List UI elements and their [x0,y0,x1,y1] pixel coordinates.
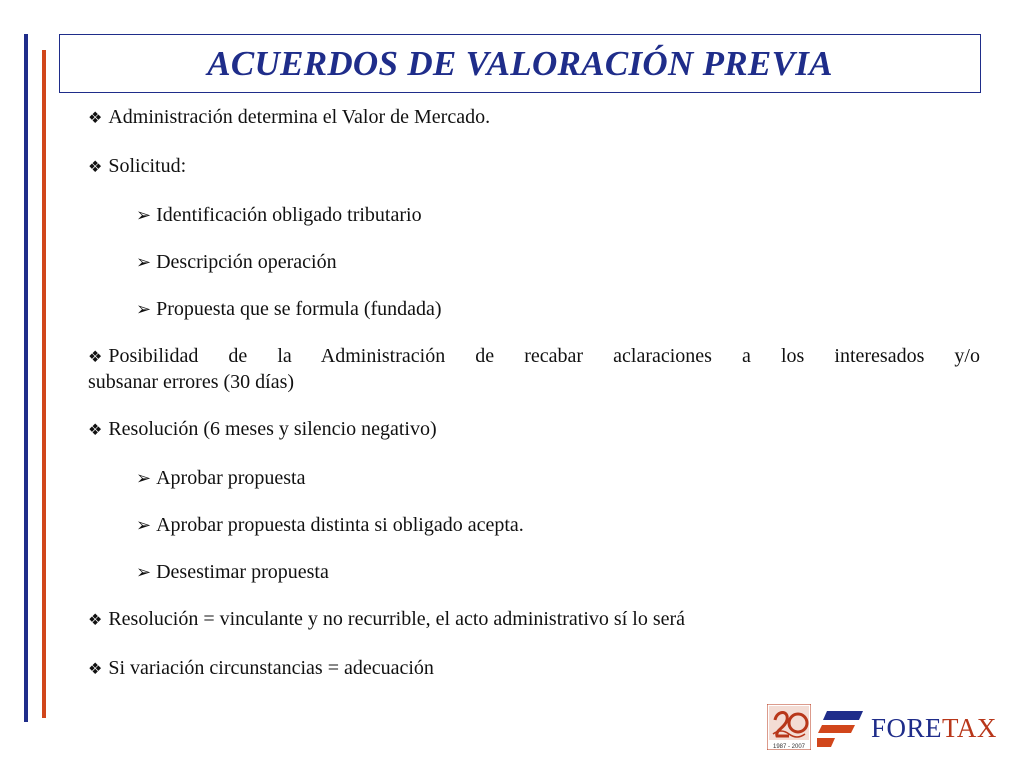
bullet-text-continuation: subsanar errores (30 días) [88,371,295,393]
bullet-text: Identificación obligado tributario [156,204,422,226]
arrow-bullet-icon: ➢ [136,515,152,535]
bullet-text: Descripción operación [156,251,337,273]
bullet-item [88,344,980,394]
bullet-item [88,656,980,682]
bullet-item [88,154,980,180]
bullet-item [88,607,980,633]
bullet-text: Posibilidad de la Administración de recabar aclaraciones a los interesados y/o [108,345,980,367]
bullet-text: Resolución (6 meses y silencio negativo) [108,418,437,440]
bullet-text: Resolución = vinculante y no recurrible, el acto administrativo sí lo será [108,608,686,630]
diamond-bullet-icon: ❖ [88,349,103,366]
sub-bullet-item [88,466,980,490]
diamond-bullet-icon: ❖ [88,159,103,176]
bullet-text: Solicitud: [108,155,187,177]
diamond-bullet-icon: ❖ [88,110,103,127]
sub-bullet-item [88,297,980,321]
slide-title: ACUERDOS DE VALORACIÓN PREVIA [207,43,833,83]
title-box [59,34,981,93]
bullet-text: Administración determina el Valor de Mercado. [108,106,491,128]
arrow-bullet-icon: ➢ [136,205,152,225]
diamond-bullet-icon: ❖ [88,661,103,678]
bullet-text: Aprobar propuesta distinta si obligado acepta. [156,514,524,536]
bullet-first-line [88,344,980,370]
sub-bullet-item [88,513,980,537]
brand-part-tax: TAX [942,713,997,743]
bullet-list [88,105,980,705]
foretax-logo [767,704,1017,754]
bullet-text: Aprobar propuesta [156,467,306,489]
diamond-bullet-icon: ❖ [88,612,103,629]
diamond-bullet-icon: ❖ [88,422,103,439]
arrow-bullet-icon: ➢ [136,562,152,582]
foretax-wordmark [871,713,997,744]
left-blue-bar [24,34,28,722]
bullet-text: Si variación circunstancias = adecuación [108,657,434,679]
foretax-f-mark-icon [817,708,863,748]
bullet-text: Desestimar propuesta [156,561,329,583]
emblem-caption: 1987 - 2007 [772,744,806,750]
bullet-item [88,105,980,131]
sub-bullet-item [88,250,980,274]
arrow-bullet-icon: ➢ [136,252,152,272]
arrow-bullet-icon: ➢ [136,299,152,319]
anniversary-emblem-icon [767,704,811,750]
left-red-bar [42,50,46,718]
bullet-text: Propuesta que se formula (fundada) [156,298,442,320]
sub-bullet-item [88,560,980,584]
arrow-bullet-icon: ➢ [136,468,152,488]
brand-part-fore: FORE [871,713,943,743]
sub-bullet-item [88,203,980,227]
bullet-item [88,417,980,443]
